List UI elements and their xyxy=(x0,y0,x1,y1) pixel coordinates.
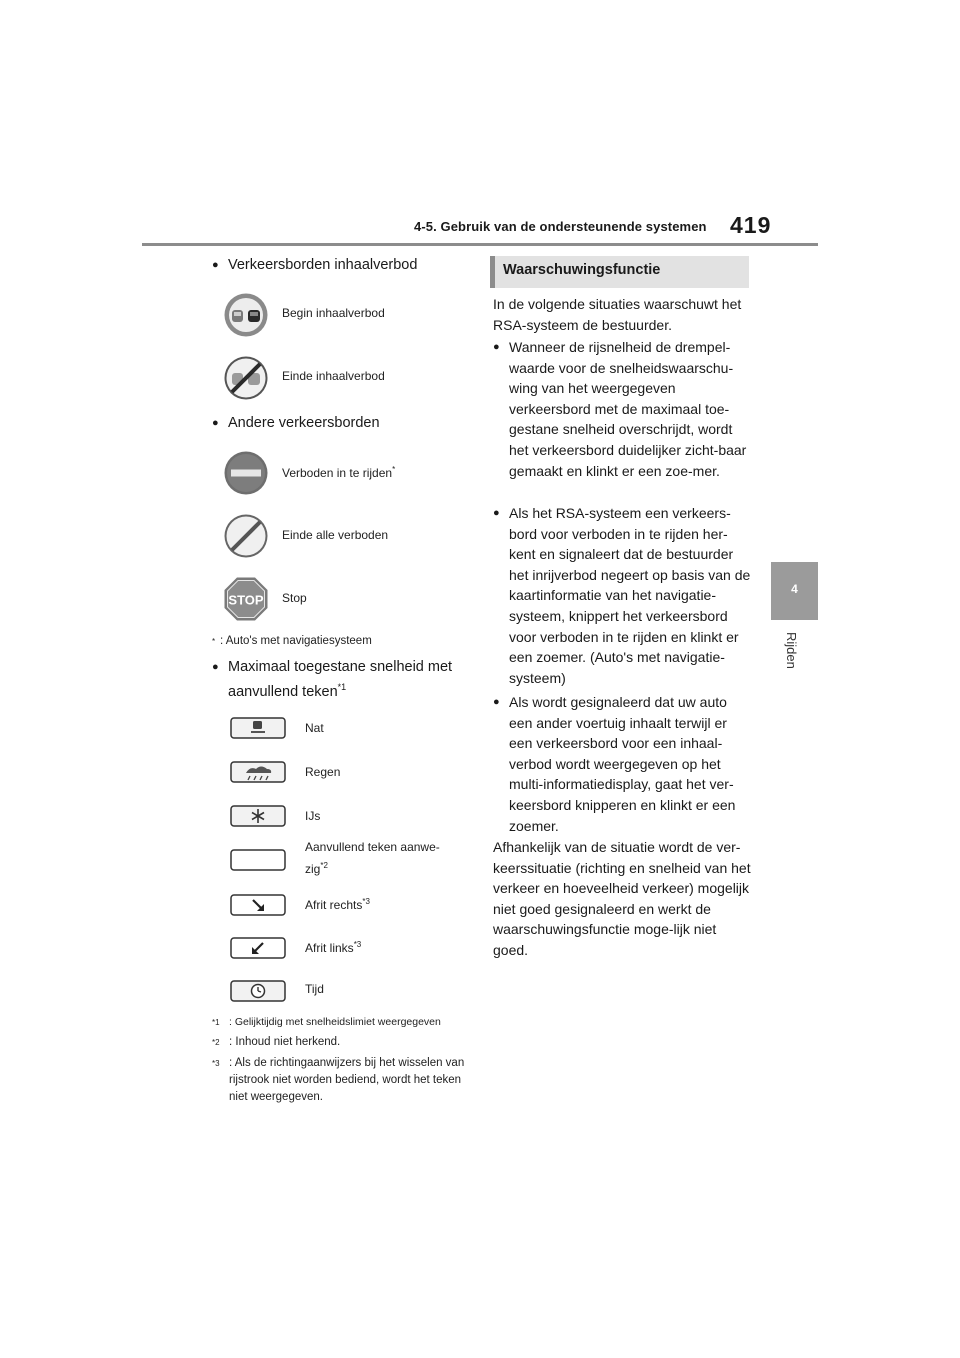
chapter-tab xyxy=(771,562,818,620)
warning-bullet-no-entry: ● Als het RSA-systeem een verkeers-bord voor verboden in te rijden her-kent en signaleert dat de bestuurder het inrijverbod negeert op basis van de kaartinformatie van het navigatie-systeem, knippert het verkeersbord voor verboden in te rijden en klinkt er een zoemer. (Auto's met navigatie-systeem) xyxy=(493,505,751,686)
sign-label-begin-no-overtaking: Begin inhaalverbod xyxy=(282,306,385,320)
exit-left-arrow-icon xyxy=(230,937,286,959)
panel-label-exit-left: Afrit links$^{*3}$ xyxy=(305,940,362,955)
footnote-star: * : Auto's met navigatiesysteem xyxy=(212,635,372,647)
panel-label-rain: Regen xyxy=(305,765,341,779)
intro-paragraph: In de volgende situaties waarschuwt het RSA-systeem de bestuurder. xyxy=(493,296,742,333)
footnote-2: $^{*2}$ : Inhoud niet herkend. xyxy=(212,1036,341,1048)
panel-label-wet: Nat xyxy=(305,721,324,735)
closing-paragraph: Afhankelijk van de situatie wordt de ver-keerssituatie (richting en snelheid van het verkeer en hoeveelheid verkeer) mogelijk niet goed gesignaleerd en werkt de waarschuwingsfunctie moge-lijk niet goed. xyxy=(493,839,751,958)
sign-label-end-all-restrictions: Einde alle verboden xyxy=(282,528,389,542)
page-number: 419 xyxy=(730,212,772,238)
bullet-heading-other-signs: ● Andere verkeersborden xyxy=(212,415,380,431)
bullet-icon: ● xyxy=(212,259,219,271)
exit-right-arrow-icon xyxy=(230,894,286,916)
blank-panel-icon xyxy=(230,849,286,871)
end-all-restrictions-sign-icon xyxy=(223,513,269,559)
bullet-icon: ● xyxy=(212,661,219,673)
clock-panel-icon xyxy=(230,980,286,1002)
no-entry-sign-icon xyxy=(223,450,269,496)
footnote-1: $^{*1}$ : Gelijktijdig met snelheidslimiet weergegeven xyxy=(212,1016,441,1028)
stop-sign-icon xyxy=(223,576,269,622)
wet-road-panel-icon xyxy=(230,717,286,739)
sign-label-no-entry: Verboden in te rijden* xyxy=(282,465,396,480)
footnote-3: $^{*3}$ : Als de richtingaanwijzers bij het wisselen van rijstrook niet worden bediend, wordt het teken niet weergegeven. xyxy=(212,1057,465,1103)
panel-label-supplementary-present: Aanvullend teken aanwe- zig$^{*2}$ xyxy=(305,840,440,876)
panel-label-exit-right: Afrit rechts$^{*3}$ xyxy=(305,897,370,912)
bullet-icon: ● xyxy=(493,696,500,708)
sign-label-end-no-overtaking: Einde inhaalverbod xyxy=(282,369,385,383)
section-heading-box xyxy=(490,256,749,288)
chapter-tab-label: Rijden xyxy=(784,632,799,669)
end-no-overtaking-sign-icon xyxy=(223,355,269,401)
bullet-icon: ● xyxy=(212,417,219,429)
rain-panel-icon xyxy=(230,761,286,783)
bullet-icon: ● xyxy=(493,507,500,519)
panel-label-time: Tijd xyxy=(305,982,324,996)
section-heading-title: Waarschuwingsfunctie xyxy=(503,262,661,278)
sign-label-stop: Stop xyxy=(282,591,307,605)
no-overtaking-sign-icon xyxy=(223,292,269,338)
bullet-heading-speed-supplementary: ● Maximaal toegestane snelheid met aanvullend teken$^{*1}$ xyxy=(212,659,453,700)
ice-snowflake-panel-icon xyxy=(230,805,286,827)
warning-bullet-overtaking: ● Als wordt gesignaleerd dat uw auto een ander voertuig inhaalt terwijl er een verkeersbord voor een inhaal-verbod wordt weergegeven op het multi-informatiedisplay, gaat het ver-keersbord knipperen en klinkt er een zoemer. xyxy=(493,694,736,834)
section-heading-bar xyxy=(490,256,495,288)
panel-label-ice: IJs xyxy=(305,809,321,823)
header-rule xyxy=(142,243,818,246)
chapter-tab-number: 4 xyxy=(791,582,798,596)
warning-bullet-speed: ● Wanneer de rijsnelheid de drempel-waarde voor de snelheidswaarschu-wing van het weergegeven verkeersbord met de maximaal toe-gestane snelheid overschrijdt, wordt het verkeersbord duidelijker zicht-baar gemaakt en klinkt er een zoe-mer. xyxy=(493,339,747,479)
section-header-title: 4-5. Gebruik van de ondersteunende systemen xyxy=(414,219,707,234)
stop-sign-text: STOP xyxy=(228,592,264,608)
bullet-icon: ● xyxy=(493,341,500,353)
bullet-heading-overtaking: ● Verkeersborden inhaalverbod xyxy=(212,257,418,273)
